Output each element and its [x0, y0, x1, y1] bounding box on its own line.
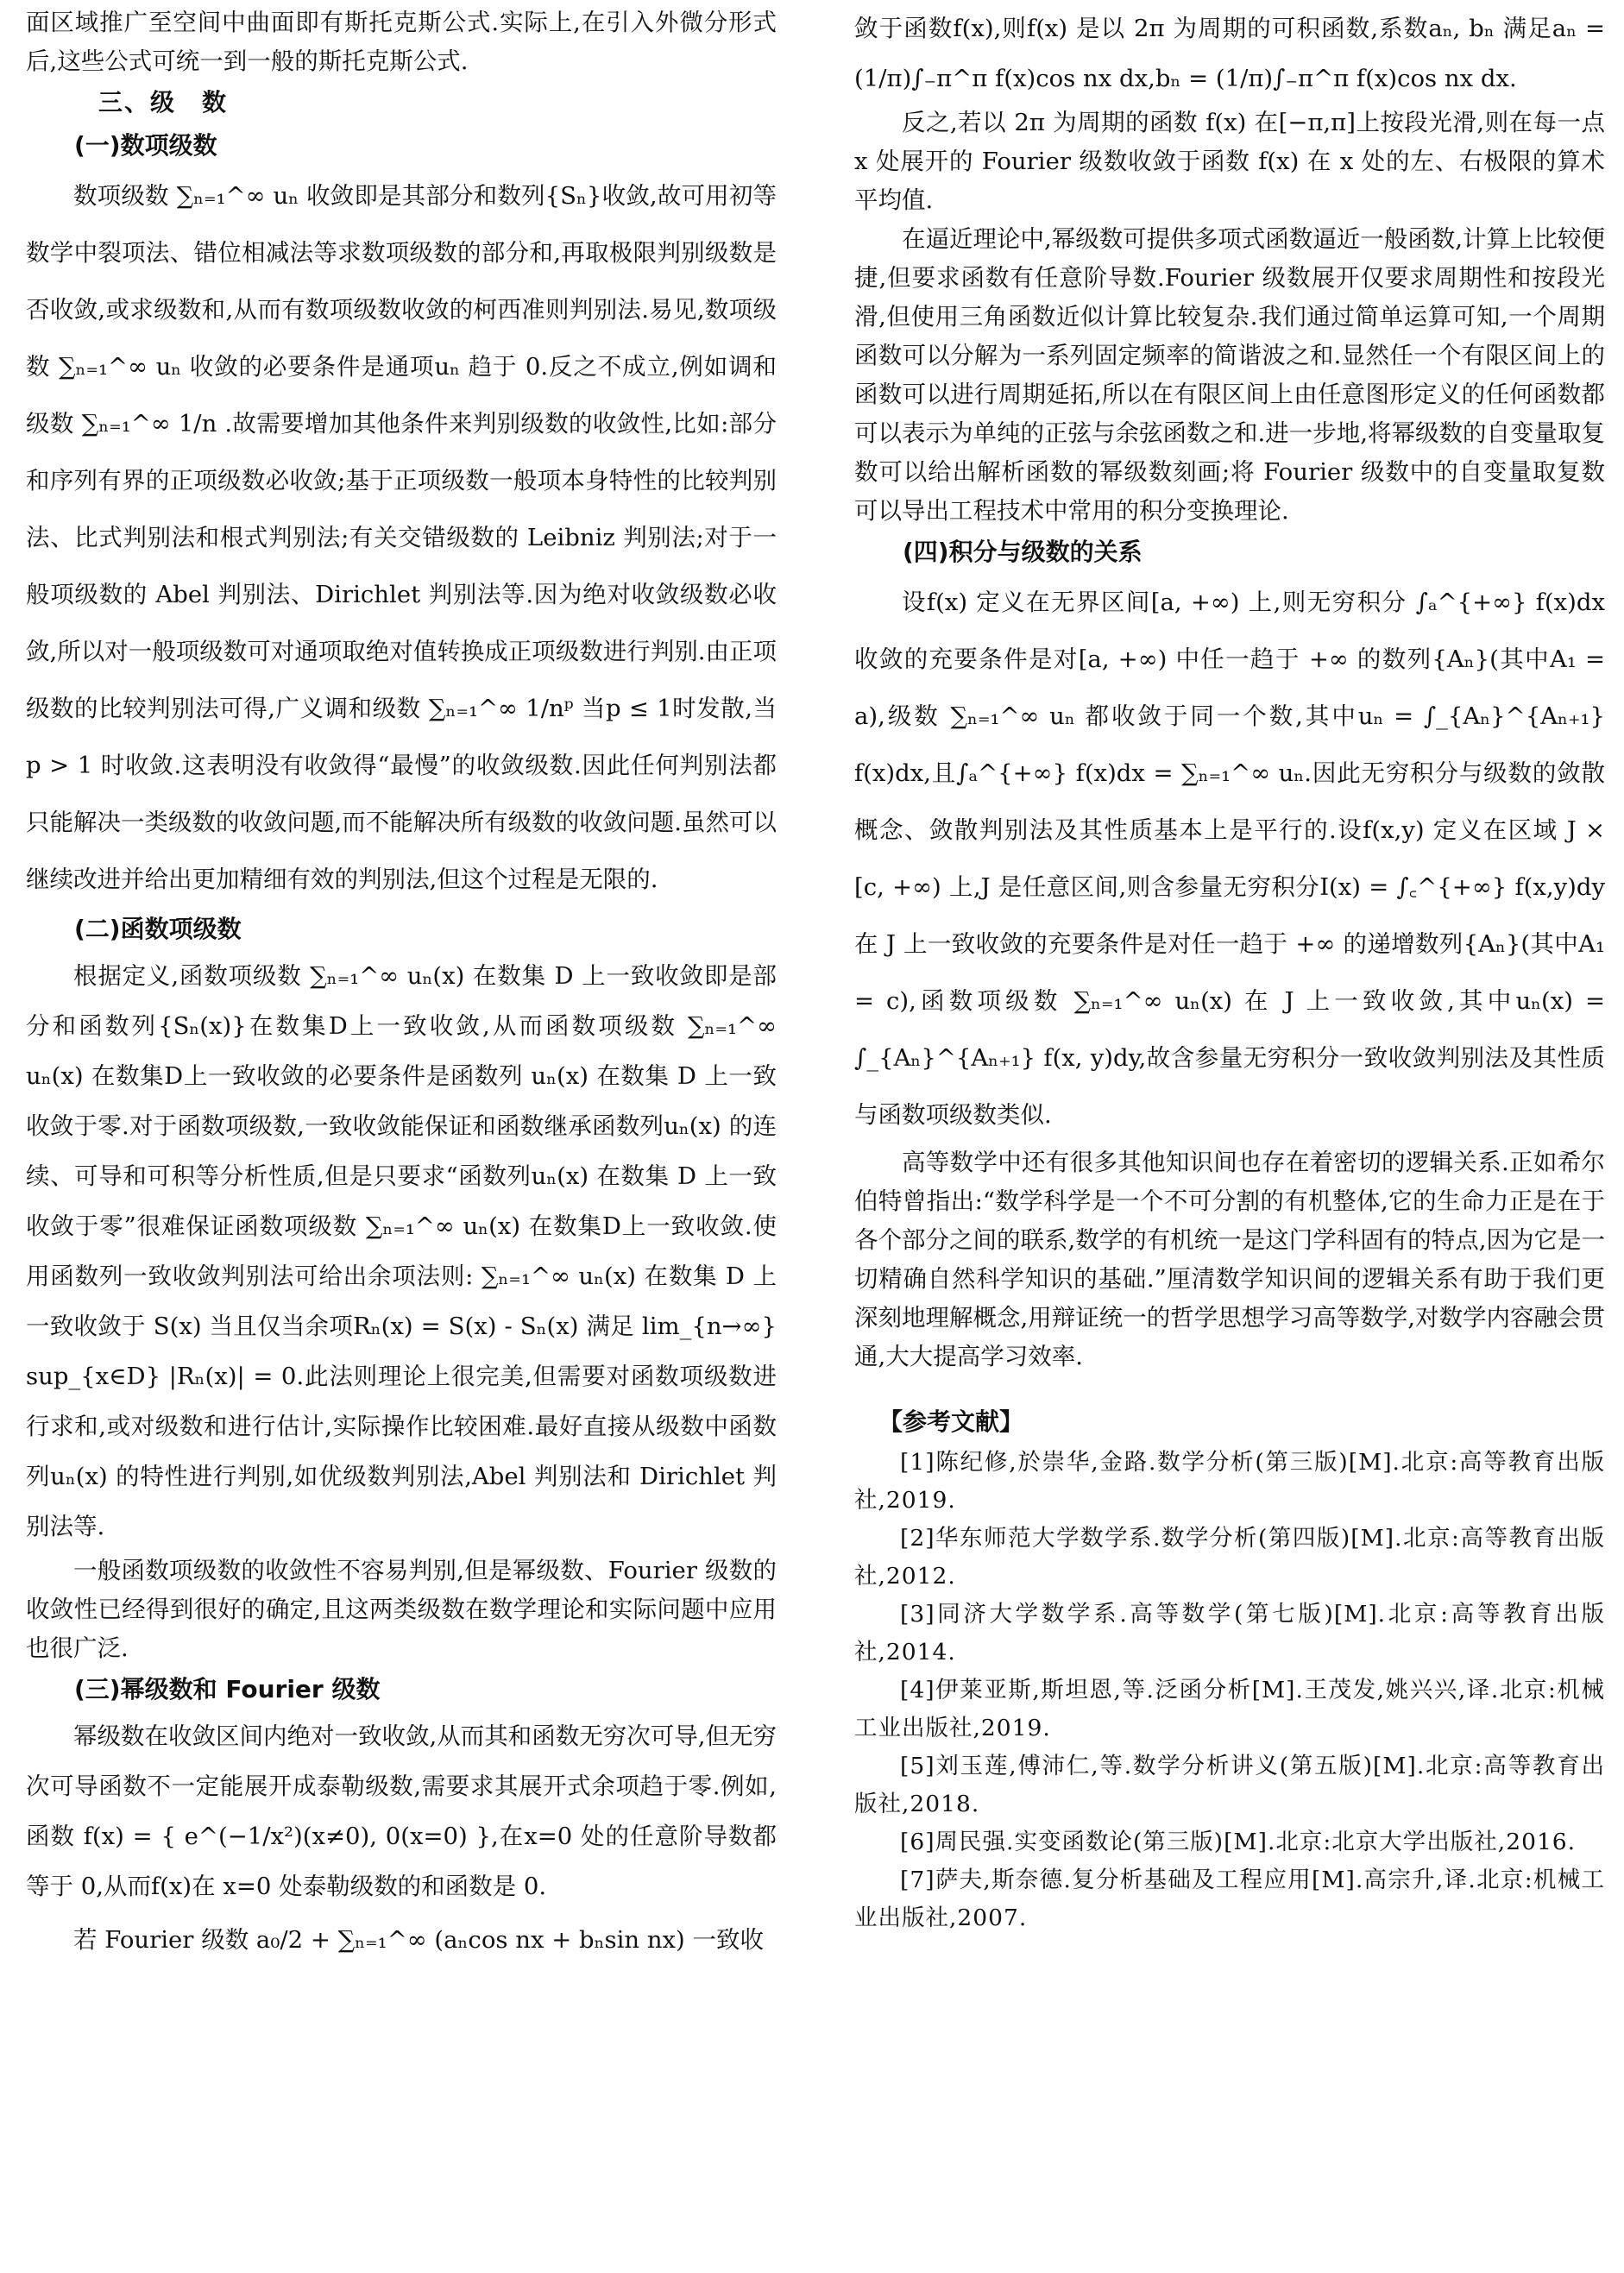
function-series-paragraph-1: 根据定义,函数项级数 ∑ₙ₌₁^∞ uₙ(x) 在数集 D 上一致收敛即是部分和函数列{Sₙ(x)}在数集D上一致收敛,从而函数项级数 ∑ₙ₌₁^∞ uₙ(x) 在数集D上一致收敛的必要条件是函数列 uₙ(x) 在数集 D 上一致收敛于零.对于函数项级数,一致收敛能保证和函数继承函数列uₙ(x) 的连续、可导和可积等分析性质,但是只要求“函数列uₙ(x) 在数集 D 上一致收敛于零”很难保证函数项级数 ∑ₙ₌₁^∞ uₙ(x) 在数集D上一致收敛.使用函数列一致收敛判别法可给出余项法则: ∑ₙ₌₁^∞ uₙ(x) 在数集 D 上一致收敛于 S(x) 当且仅当余项Rₙ(x) = S(x) - Sₙ(x) 满足 lim_{n→∞} sup_{x∈D} |Rₙ(x)| = 0.此法则理论上很完美,但需要对函数项级数进行求和,或对级数和进行估计,实际操作比较困难.最好直接从级数中函数列uₙ(x) 的特性进行判别,如优级数判别法,Abel 判别法和 Dirichlet 判别法等.	[26, 962, 777, 1540]
approximation-paragraph: 在逼近理论中,幂级数可提供多项式函数逼近一般函数,计算上比较便捷,但要求函数有任意阶导数.Fourier 级数展开仅要求周期性和按段光滑,但使用三角函数近似计算比较复杂.我们通过简单运算可知,一个周期函数可以分解为一系列固定频率的简谐波之和.显然任一个有限区间上的函数可以进行周期延拓,所以在有限区间上由任意图形定义的任何函数都可以表示为单纯的正弦与余弦函数之和.进一步地,将幂级数的自变量取复数可以给出解析函数的幂级数刻画;将 Fourier 级数中的自变量取复数可以导出工程技术中常用的积分变换理论.	[854, 225, 1605, 525]
reference-item: [7]萨夫,斯奈德.复分析基础及工程应用[M].高宗升,译.北京:机械工业出版社,2007.	[854, 1867, 1605, 1931]
reference-item: [2]华东师范大学数学系.数学分析(第四版)[M].北京:高等教育出版社,2012.	[854, 1525, 1605, 1590]
section-title-series: 三、级 数	[98, 88, 229, 116]
reference-item: [1]陈纪修,於崇华,金路.数学分析(第三版)[M].北京:高等教育出版社,2019.	[854, 1449, 1605, 1514]
fourier-paragraph-start: 若 Fourier 级数 a₀/2 + ∑ₙ₌₁^∞ (aₙcos nx + bₙsin nx) 一致收	[73, 1926, 765, 1954]
subsection-title-numeric-series: (一)数项级数	[74, 131, 217, 160]
subsection-title-integral-series: (四)积分与级数的关系	[903, 538, 1142, 566]
closing-paragraph: 高等数学中还有很多其他知识间也存在着密切的逻辑关系.正如希尔伯特曾指出:“数学科学是一个不可分割的有机整体,它的生命力正是在于各个部分之间的联系,数学的有机统一是这门学科固有的特点,因为它是一切精确自然科学知识的基础.”厘清数学知识间的逻辑关系有助于我们更深刻地理解概念,用辩证统一的哲学思想学习高等数学,对数学内容融会贯通,大大提高学习效率.	[854, 1149, 1605, 1370]
subsection-title-function-series: (二)函数项级数	[74, 915, 242, 943]
right-column	[854, 3, 1605, 1937]
reference-item: [3]同济大学数学系.高等数学(第七版)[M].北京:高等教育出版社,2014.	[854, 1601, 1605, 1665]
intro-continued-paragraph: 面区域推广至空间中曲面即有斯托克斯公式.实际上,在引入外微分形式后,这些公式可统一到一般的斯托克斯公式.	[26, 9, 777, 75]
references-title: 【参考文献】	[878, 1407, 1024, 1436]
reference-item: [5]刘玉莲,傅沛仁,等.数学分析讲义(第五版)[M].北京:高等教育出版社,2018.	[854, 1753, 1605, 1817]
reference-item: [4]伊莱亚斯,斯坦恩,等.泛函分析[M].王茂发,姚兴兴,译.北京:机械工业出版社,2019.	[854, 1677, 1605, 1741]
numeric-series-paragraph: 数项级数 ∑ₙ₌₁^∞ uₙ 收敛即是其部分和数列{Sₙ}收敛,故可用初等数学中裂项法、错位相减法等求数项级数的部分和,再取极限判别级数是否收敛,或求级数和,从而有数项级数收敛的柯西准则判别法.易见,数项级数 ∑ₙ₌₁^∞ uₙ 收敛的必要条件是通项uₙ 趋于 0.反之不成立,例如调和级数 ∑ₙ₌₁^∞ 1/n .故需要增加其他条件来判别级数的收敛性,比如:部分和序列有界的正项级数必收敛;基于正项级数一般项本身特性的比较判别法、比式判别法和根式判别法;有关交错级数的 Leibniz 判别法;对于一般项级数的 Abel 判别法、Dirichlet 判别法等.因为绝对收敛级数必收敛,所以对一般项级数可对通项取绝对值转换成正项级数进行判别.由正项级数的比较判别法可得,广义调和级数 ∑ₙ₌₁^∞ 1/nᵖ 当p ≤ 1时发散,当p > 1 时收敛.这表明没有收敛得“最慢”的收敛级数.因此任何判别法都只能解决一类级数的收敛问题,而不能解决所有级数的收敛问题.虽然可以继续改进并给出更加精细有效的判别法,但这个过程是无限的.	[26, 182, 777, 893]
function-series-paragraph-2: 一般函数项级数的收敛性不容易判别,但是幂级数、Fourier 级数的收敛性已经得到很好的确定,且这两类级数在数学理论和实际问题中应用也很广泛.	[26, 1557, 777, 1662]
left-column	[26, 3, 777, 1968]
integral-series-paragraph: 设f(x) 定义在无界区间[a, +∞) 上,则无穷积分 ∫ₐ^{+∞} f(x)dx 收敛的充要条件是对[a, +∞) 中任一趋于 +∞ 的数列{Aₙ}(其中A₁ = a),级数 ∑ₙ₌₁^∞ uₙ 都收敛于同一个数,其中uₙ = ∫_{Aₙ}^{Aₙ₊₁} f(x)dx,且∫ₐ^{+∞} f(x)dx = ∑ₙ₌₁^∞ uₙ.因此无穷积分与级数的敛散概念、敛散判别法及其性质基本上是平行的.设f(x,y) 定义在区域 J × [c, +∞) 上,J 是任意区间,则含参量无穷积分I(x) = ∫꜀^{+∞} f(x,y)dy 在 J 上一致收敛的充要条件是对任一趋于 +∞ 的递增数列{Aₙ}(其中A₁ = c),函数项级数 ∑ₙ₌₁^∞ uₙ(x) 在 J 上一致收敛,其中uₙ(x) = ∫_{Aₙ}^{Aₙ₊₁} f(x, y)dy,故含参量无穷积分一致收敛判别法及其性质与函数项级数类似.	[854, 589, 1605, 1129]
reference-item: [6]周民强.实变函数论(第三版)[M].北京:北京大学出版社,2016.	[900, 1829, 1577, 1855]
subsection-title-power-fourier: (三)幂级数和 Fourier 级数	[74, 1675, 381, 1703]
fourier-paragraph-continued: 敛于函数f(x),则f(x) 是以 2π 为周期的可积函数,系数aₙ, bₙ 满足aₙ = (1/π)∫₋π^π f(x)cos nx dx,bₙ = (1/π)∫₋π^π f(x)cos nx dx.	[854, 15, 1605, 92]
power-series-paragraph: 幂级数在收敛区间内绝对一致收敛,从而其和函数无穷次可导,但无穷次可导函数不一定能展开成泰勒级数,需要求其展开式余项趋于零.例如,函数 f(x) = { e^(−1/x²)(x≠0), 0(x=0) },在x=0 处的任意阶导数都等于 0,从而f(x)在 x=0 处泰勒级数的和函数是 0.	[26, 1722, 777, 1900]
fourier-converse-paragraph: 反之,若以 2π 为周期的函数 f(x) 在[−π,π]上按段光滑,则在每一点 x 处展开的 Fourier 级数收敛于函数 f(x) 在 x 处的左、右极限的算术平均值.	[854, 109, 1605, 214]
